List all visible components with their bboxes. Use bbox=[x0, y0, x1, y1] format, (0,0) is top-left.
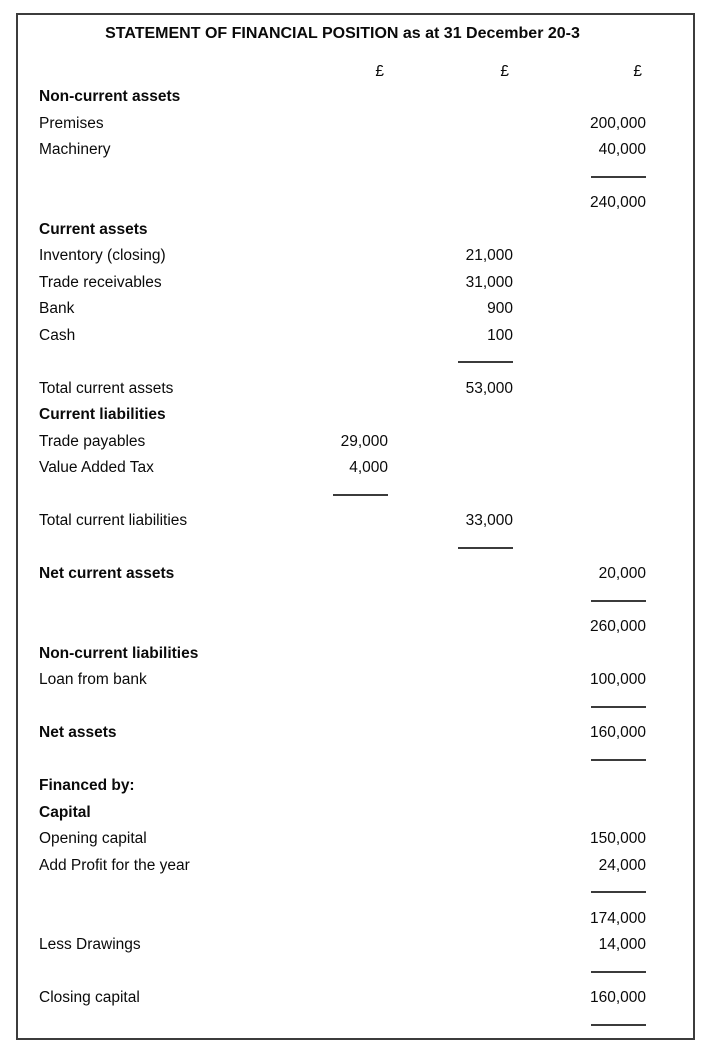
statement-row bbox=[39, 773, 646, 800]
amount-col3: 150,000 bbox=[589, 830, 646, 848]
row-label: Financed by: bbox=[39, 777, 135, 795]
amount-col3: 174,000 bbox=[589, 909, 646, 927]
amount-col3 bbox=[513, 600, 646, 602]
row-label: Non-current assets bbox=[39, 88, 181, 106]
amount-col3: 260,000 bbox=[589, 618, 646, 636]
row-label: Closing capital bbox=[39, 989, 140, 1007]
row-label: Net current assets bbox=[39, 565, 175, 583]
row-label: Less Drawings bbox=[39, 936, 141, 954]
rule-row bbox=[39, 535, 646, 562]
row-label: Non-current liabilities bbox=[39, 644, 199, 662]
amount-col3 bbox=[513, 176, 646, 178]
statement-row bbox=[39, 243, 646, 270]
statement-row bbox=[39, 84, 646, 111]
statement-row bbox=[39, 932, 646, 959]
statement-row bbox=[39, 296, 646, 323]
statement-row bbox=[39, 508, 646, 535]
statement-row bbox=[39, 826, 646, 853]
amount-col1: 4,000 bbox=[349, 459, 388, 477]
amount-col2 bbox=[388, 361, 513, 363]
amount-col3: 100,000 bbox=[589, 671, 646, 689]
rule-row bbox=[39, 959, 646, 986]
statement-title: STATEMENT OF FINANCIAL POSITION as at 31 December 20-3 bbox=[105, 25, 580, 42]
rule-row bbox=[39, 694, 646, 721]
rule-row bbox=[39, 879, 646, 906]
sum-rule bbox=[458, 361, 513, 363]
row-label: Total current assets bbox=[39, 379, 174, 397]
amount-col3 bbox=[513, 1024, 646, 1026]
amount-col2: 900 bbox=[487, 300, 513, 318]
statement-row bbox=[39, 720, 646, 747]
statement-row bbox=[39, 667, 646, 694]
amount-col3 bbox=[513, 891, 646, 893]
amount-col3: 20,000 bbox=[598, 565, 646, 583]
statement-row bbox=[39, 641, 646, 668]
amount-col2: 31,000 bbox=[465, 273, 513, 291]
row-label: Inventory (closing) bbox=[39, 247, 166, 265]
row-label: Loan from bank bbox=[39, 671, 147, 689]
statement-row bbox=[39, 217, 646, 244]
currency-header-col3: £ bbox=[633, 63, 642, 80]
row-label: Current assets bbox=[39, 220, 148, 238]
amount-col2: 100 bbox=[487, 326, 513, 344]
amount-col3: 200,000 bbox=[589, 114, 646, 132]
statement-row bbox=[39, 853, 646, 880]
sum-rule bbox=[591, 176, 646, 178]
rule-row bbox=[39, 588, 646, 615]
sum-rule bbox=[591, 759, 646, 761]
statement-row bbox=[39, 429, 646, 456]
statement-row bbox=[39, 561, 646, 588]
sum-rule bbox=[458, 547, 513, 549]
amount-col1 bbox=[273, 494, 388, 496]
statement-row bbox=[39, 402, 646, 429]
sum-rule bbox=[591, 971, 646, 973]
sum-rule bbox=[591, 891, 646, 893]
currency-header-col2: £ bbox=[500, 63, 509, 80]
sum-rule bbox=[333, 494, 388, 496]
statement-rows bbox=[39, 84, 646, 1038]
amount-col3: 240,000 bbox=[589, 194, 646, 212]
currency-header-col1: £ bbox=[375, 63, 384, 80]
row-label: Value Added Tax bbox=[39, 459, 154, 477]
statement-row bbox=[39, 111, 646, 138]
row-label: Bank bbox=[39, 300, 75, 318]
amount-col3: 24,000 bbox=[598, 856, 646, 874]
row-label: Trade receivables bbox=[39, 273, 162, 291]
row-label: Cash bbox=[39, 326, 76, 344]
statement-row bbox=[39, 190, 646, 217]
statement-row bbox=[39, 455, 646, 482]
amount-col3: 40,000 bbox=[598, 141, 646, 159]
row-label: Capital bbox=[39, 803, 91, 821]
statement-sheet bbox=[16, 13, 695, 1040]
sum-rule bbox=[591, 706, 646, 708]
amount-col3 bbox=[513, 759, 646, 761]
row-label: Net assets bbox=[39, 724, 117, 742]
amount-col3: 160,000 bbox=[589, 724, 646, 742]
row-label: Premises bbox=[39, 114, 104, 132]
amount-col3: 14,000 bbox=[598, 936, 646, 954]
rule-row bbox=[39, 349, 646, 376]
amount-col2: 53,000 bbox=[465, 379, 513, 397]
row-label: Current liabilities bbox=[39, 406, 166, 424]
rule-row bbox=[39, 482, 646, 509]
row-label: Total current liabilities bbox=[39, 512, 188, 530]
amount-col3 bbox=[513, 706, 646, 708]
rule-row bbox=[39, 164, 646, 191]
row-label: Trade payables bbox=[39, 432, 146, 450]
statement-row bbox=[39, 323, 646, 350]
statement-row bbox=[39, 614, 646, 641]
amount-col1: 29,000 bbox=[340, 432, 388, 450]
statement-row bbox=[39, 800, 646, 827]
statement-row bbox=[39, 985, 646, 1012]
sum-rule bbox=[591, 1024, 646, 1026]
row-label: Add Profit for the year bbox=[39, 856, 190, 874]
currency-header-row bbox=[39, 44, 646, 81]
sum-rule bbox=[591, 600, 646, 602]
row-label: Machinery bbox=[39, 141, 111, 159]
amount-col3 bbox=[513, 971, 646, 973]
statement-row bbox=[39, 376, 646, 403]
amount-col2: 21,000 bbox=[465, 247, 513, 265]
row-label: Opening capital bbox=[39, 830, 147, 848]
amount-col3: 160,000 bbox=[589, 989, 646, 1007]
statement-row bbox=[39, 270, 646, 297]
amount-col2: 33,000 bbox=[465, 512, 513, 530]
rule-row bbox=[39, 747, 646, 774]
rule-row bbox=[39, 1012, 646, 1039]
amount-col2 bbox=[388, 547, 513, 549]
statement-row bbox=[39, 137, 646, 164]
statement-row bbox=[39, 906, 646, 933]
